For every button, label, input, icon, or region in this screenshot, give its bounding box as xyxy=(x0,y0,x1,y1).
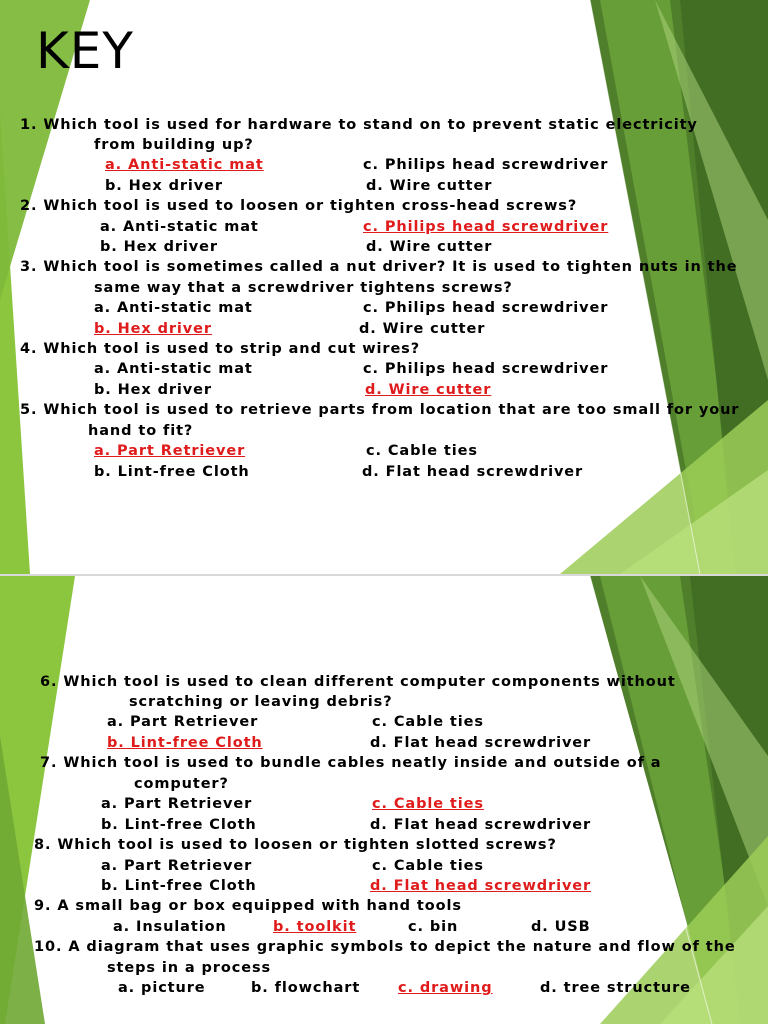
q3-answer-b: b. Hex driver xyxy=(94,321,212,337)
q6-option-a: a. Part Retriever xyxy=(107,714,259,730)
question-number: 4. xyxy=(20,341,38,357)
question-text: Which tool is used for hardware to stand on to prevent static electricity xyxy=(43,117,698,133)
question-1-continuation: from building up? xyxy=(94,137,254,153)
question-number: 1. xyxy=(20,117,38,133)
q2-option-b: b. Hex driver xyxy=(100,239,218,255)
question-text: Which tool is used to bundle cables neatly inside and outside of a xyxy=(63,755,662,771)
page-title: KEY xyxy=(36,22,134,80)
question-2 xyxy=(20,196,577,216)
question-5-continuation: hand to fit? xyxy=(88,423,194,439)
question-10 xyxy=(34,937,736,957)
question-number: 3. xyxy=(20,259,38,275)
question-text: Which tool is used to loosen or tighten cross-head screws? xyxy=(43,198,578,214)
q6-option-c: c. Cable ties xyxy=(372,714,484,730)
question-10-continuation: steps in a process xyxy=(107,960,272,976)
question-number: 5. xyxy=(20,402,38,418)
q5-answer-a: a. Part Retriever xyxy=(94,443,246,459)
question-number: 10. xyxy=(34,939,63,955)
question-8 xyxy=(34,835,557,855)
q3-option-d: d. Wire cutter xyxy=(359,321,486,337)
question-7 xyxy=(40,753,661,773)
question-text: Which tool is used to loosen or tighten slotted screws? xyxy=(57,837,557,853)
question-3-continuation: same way that a screwdriver tightens screws? xyxy=(94,280,513,296)
question-5 xyxy=(20,400,739,420)
q8-option-c: c. Cable ties xyxy=(372,858,484,874)
q1-option-d: d. Wire cutter xyxy=(366,178,493,194)
q4-answer-d: d. Wire cutter xyxy=(365,382,492,398)
q3-option-c: c. Philips head screwdriver xyxy=(363,300,609,316)
question-text: Which tool is used to retrieve parts from location that are too small for your xyxy=(43,402,740,418)
question-6-continuation: scratching or leaving debris? xyxy=(129,694,393,710)
q5-option-c: c. Cable ties xyxy=(366,443,478,459)
question-7-continuation: computer? xyxy=(134,776,229,792)
q6-option-d: d. Flat head screwdriver xyxy=(370,735,592,751)
q7-option-a: a. Part Retriever xyxy=(101,796,253,812)
q4-option-a: a. Anti-static mat xyxy=(94,361,253,377)
q1-option-b: b. Hex driver xyxy=(105,178,223,194)
question-text: Which tool is used to clean different computer components without xyxy=(63,674,676,690)
slide-2 xyxy=(0,576,768,1024)
q1-option-c: c. Philips head screwdriver xyxy=(363,157,609,173)
q10-answer-c: c. drawing xyxy=(398,980,493,996)
q4-option-c: c. Philips head screwdriver xyxy=(363,361,609,377)
question-number: 9. xyxy=(34,898,52,914)
q9-option-d: d. USB xyxy=(531,919,591,935)
q2-answer-c: c. Philips head screwdriver xyxy=(363,219,609,235)
q9-option-c: c. bin xyxy=(408,919,459,935)
q9-option-a: a. Insulation xyxy=(113,919,227,935)
q8-option-a: a. Part Retriever xyxy=(101,858,253,874)
question-text: A small bag or box equipped with hand tools xyxy=(57,898,462,914)
q7-option-b: b. Lint-free Cloth xyxy=(101,817,257,833)
q7-option-d: d. Flat head screwdriver xyxy=(370,817,592,833)
q9-answer-b: b. toolkit xyxy=(273,919,357,935)
q10-option-d: d. tree structure xyxy=(540,980,691,996)
q2-option-a: a. Anti-static mat xyxy=(100,219,259,235)
question-6 xyxy=(40,672,676,692)
question-9 xyxy=(34,896,462,916)
question-text: A diagram that uses graphic symbols to depict the nature and flow of the xyxy=(68,939,736,955)
q6-answer-b: b. Lint-free Cloth xyxy=(107,735,263,751)
question-number: 7. xyxy=(40,755,58,771)
question-text: Which tool is sometimes called a nut driver? It is used to tighten nuts in the xyxy=(43,259,738,275)
question-1 xyxy=(20,115,698,135)
q5-option-b: b. Lint-free Cloth xyxy=(94,464,250,480)
question-4 xyxy=(20,339,420,359)
question-text: Which tool is used to strip and cut wires? xyxy=(43,341,421,357)
q10-option-a: a. picture xyxy=(118,980,206,996)
question-number: 8. xyxy=(34,837,52,853)
q1-answer-a: a. Anti-static mat xyxy=(105,157,264,173)
q4-option-b: b. Hex driver xyxy=(94,382,212,398)
q7-answer-c: c. Cable ties xyxy=(372,796,484,812)
question-number: 2. xyxy=(20,198,38,214)
q8-answer-d: d. Flat head screwdriver xyxy=(370,878,592,894)
q2-option-d: d. Wire cutter xyxy=(366,239,493,255)
question-number: 6. xyxy=(40,674,58,690)
question-3 xyxy=(20,257,737,277)
q5-option-d: d. Flat head screwdriver xyxy=(362,464,584,480)
q10-option-b: b. flowchart xyxy=(251,980,361,996)
q3-option-a: a. Anti-static mat xyxy=(94,300,253,316)
q8-option-b: b. Lint-free Cloth xyxy=(101,878,257,894)
